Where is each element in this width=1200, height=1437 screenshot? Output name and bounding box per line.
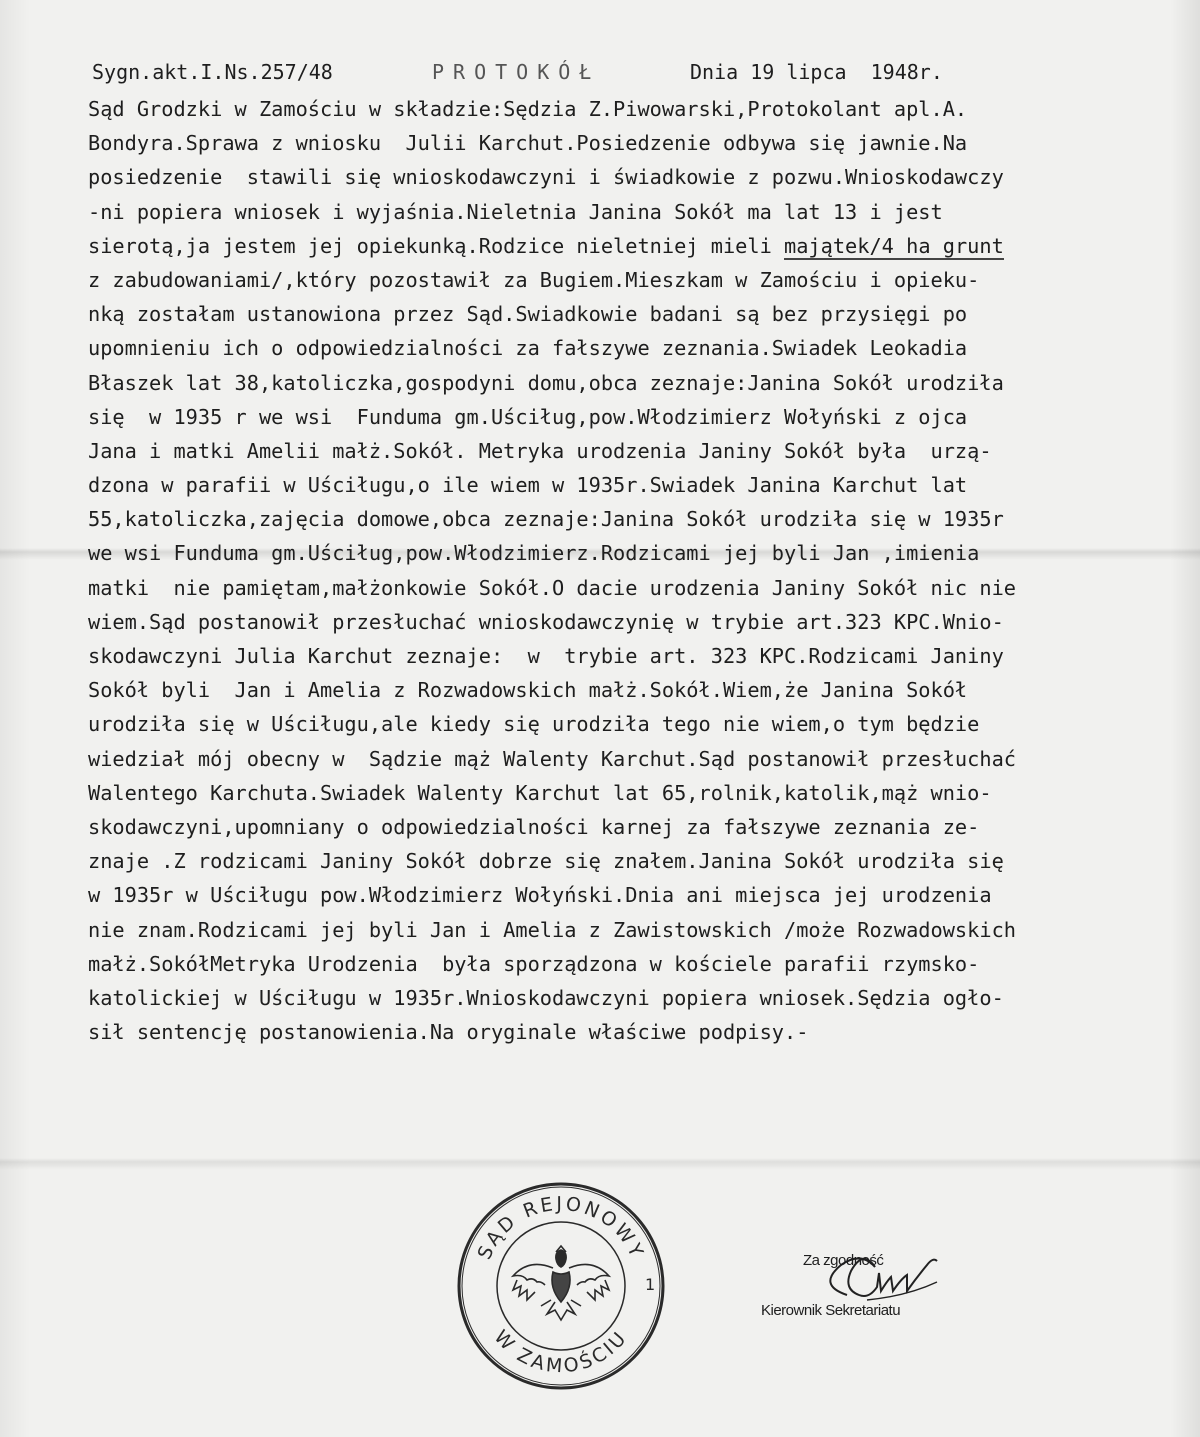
certification-block xyxy=(745,1240,985,1350)
text-line: urodziła się w Uściługu,ale kiedy się urodziła tego nie wiem,o tym będzie xyxy=(88,712,980,737)
text-line: małż.SokółMetryka Urodzenia była sporządzona w kościele parafii rzymsko- xyxy=(88,951,980,976)
text-line: znaje .Z rodzicami Janiny Sokół dobrze się znałem.Janina Sokół urodziła się xyxy=(88,849,1004,874)
stamp-number: 1 xyxy=(645,1275,656,1294)
text-line: sił sentencję postanowienia.Na oryginale właściwe podpisy.- xyxy=(88,1020,809,1045)
text-line: 55,katoliczka,zajęcia domowe,obca zeznaje:Janina Sokół urodziła się w 1935r xyxy=(88,507,1004,532)
text-line: Błaszek lat 38,katoliczka,gospodyni domu,obca zeznaje:Janina Sokół urodziła xyxy=(88,370,1004,395)
stamp-top-text: SĄD REJONOWY xyxy=(473,1192,649,1263)
text-line: się w 1935 r we wsi Funduma gm.Uściług,pow.Włodzimierz Wołyński z ojca xyxy=(88,404,968,429)
text-line: nką zostałam ustanowiona przez Sąd.Swiadkowie badani są bez przysięgi po xyxy=(88,302,968,327)
text-line: posiedzenie stawili się wnioskodawczyni i świadkowie z pozwu.Wnioskodawczy xyxy=(88,165,1004,190)
certification-label: Za zgodność xyxy=(803,1252,884,1269)
certification-role: Kierownik Sekretariatu xyxy=(761,1302,901,1319)
text-line: matki nie pamiętam,małżonkowie Sokół.O dacie urodzenia Janiny Sokół nic nie xyxy=(88,575,1016,600)
case-signature: Sygn.akt.I.Ns.257/48 xyxy=(92,60,333,84)
text-line: wiedział mój obecny w Sądzie mąż Walenty Karchut.Sąd postanowił przesłuchać xyxy=(88,746,1016,771)
underlined-phrase: majątek/4 ha grunt xyxy=(784,233,1004,258)
text-line: Sokół byli Jan i Amelia z Rozwadowskich małż.Sokół.Wiem,że Janina Sokół xyxy=(88,678,968,703)
svg-text:W ZAMOŚCIU xyxy=(490,1326,633,1377)
text-line: Bondyra.Sprawa z wniosku Julii Karchut.Posiedzenie odbywa się jawnie.Na xyxy=(88,131,968,156)
text-line: -ni popiera wniosek i wyjaśnia.Nieletnia Janina Sokół ma lat 13 i jest xyxy=(88,199,943,224)
stamp-bottom-text: W ZAMOŚCIU xyxy=(489,1326,633,1378)
text-line: Sąd Grodzki w Zamościu w składzie:Sędzia Z.Piwowarski,Protokolant apl.A. xyxy=(88,97,968,121)
text-line: wiem.Sąd postanowił przesłuchać wnioskodawczynię w trybie art.323 KPC.Wnio- xyxy=(88,609,1004,634)
protocol-body xyxy=(88,92,1188,1049)
text-line: Walentego Karchuta.Swiadek Walenty Karchut lat 65,rolnik,katolik,mąż wnio- xyxy=(88,780,992,805)
document-date: Dnia 19 lipca 1948r. xyxy=(690,60,943,84)
document-title: PROTOKÓŁ xyxy=(432,60,601,84)
text-line: katolickiej w Uściługu w 1935r.Wnioskodawczyni popiera wniosek.Sędzia ogło- xyxy=(88,985,1004,1010)
text-line: nie znam.Rodzicami jej byli Jan i Amelia z Zawistowskich /może Rozwadowskich xyxy=(88,917,1016,942)
court-stamp xyxy=(455,1180,667,1392)
text-line: Jana i matki Amelii małż.Sokół. Metryka urodzenia Janiny Sokół była urzą- xyxy=(88,438,992,463)
text-line: dzona w parafii w Uściługu,o ile wiem w 1935r.Swiadek Janina Karchut lat xyxy=(88,473,968,498)
text-line: upomnieniu ich o odpowiedzialności za fałszywe zeznania.Swiadek Leokadia xyxy=(88,336,968,361)
text-line: sierotą,ja jestem jej opiekunką.Rodzice nieletniej mieli majątek/4 ha grunt xyxy=(88,233,1004,258)
text-line: skodawczyni Julia Karchut zeznaje: w trybie art. 323 KPC.Rodzicami Janiny xyxy=(88,644,1004,668)
text-line: we wsi Funduma gm.Uściług,pow.Włodzimierz.Rodzicami jej byli Jan ,imienia xyxy=(88,541,980,566)
text-line: skodawczyni,upomniany o odpowiedzialności karnej za fałszywe zeznania ze- xyxy=(88,814,980,839)
text-line: w 1935r w Uściługu pow.Włodzimierz Wołyński.Dnia ani miejsca jej urodzenia xyxy=(88,883,992,908)
document-header xyxy=(92,60,1092,90)
eagle-emblem-icon xyxy=(513,1246,609,1320)
text-line: z zabudowaniami/,który pozostawił za Bugiem.Mieszkam w Zamościu i opieku- xyxy=(88,267,980,292)
